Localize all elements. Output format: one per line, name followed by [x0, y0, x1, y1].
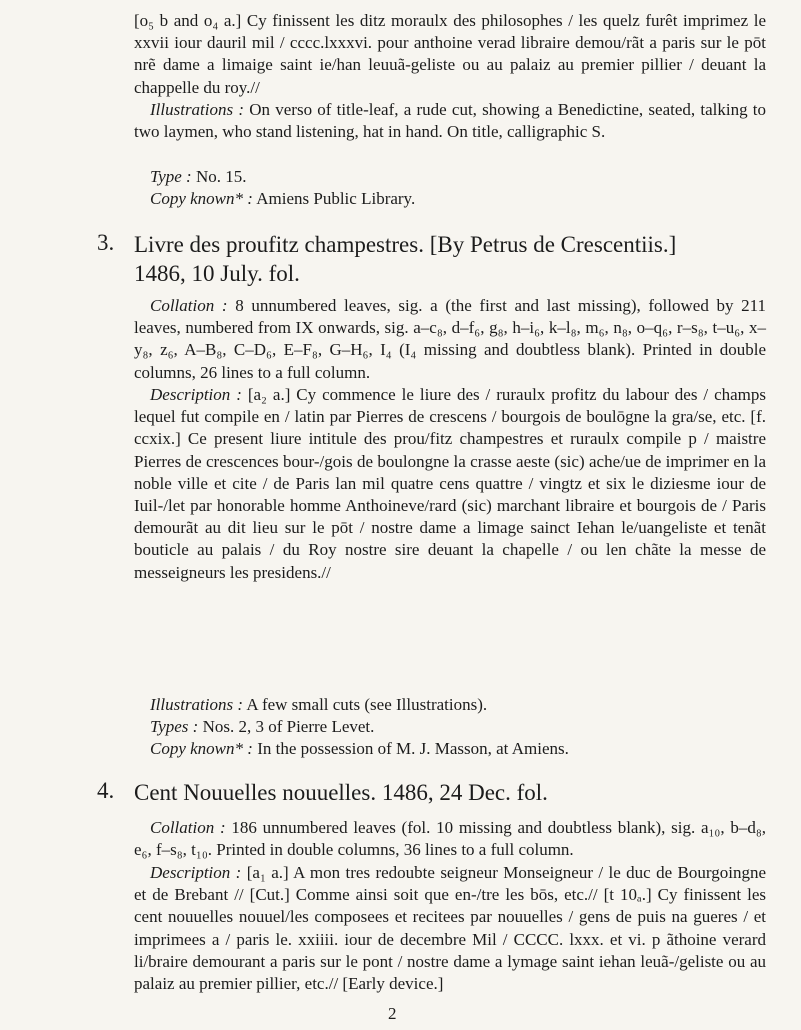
entry-heading: Livre des proufitz champestres. [By Petrus de Crescentiis.] 1486, 10 July. fol.	[134, 232, 677, 286]
intro-copy-known: Copy known* : Amiens Public Library.	[150, 189, 416, 208]
entry-description: Description : [a₁ a.] A mon tres redoubte seigneur Monseigneur / le duc de Bourgoingne et de Brebant // [Cut.] Comme ainsi soit que en-/tre les bōs, etc.// [t 10ₐ.] Cy finissent les cent nouuelles nouuel/les composees et recitees par nouuelles / gens de puis na gueres / et imprimees a / paris le. xxiiii. iour de decembre Mil / CCCC. lxxx. et vi. p ãthoine verard li/braire demourant a paris sur le pont / nostre dame a lymage saint iehan leuã-/geliste ou au palaiz au premier pillier, etc.// [Early device.]	[134, 863, 767, 994]
intro-illustrations: Illustrations : On verso of title-leaf, a rude cut, showing a Benedictine, seated, talking to two laymen, who stand listening, hat in hand. On title, calligraphic S.	[134, 100, 767, 142]
intro-description: [o₅ b and o₄ a.] Cy finissent les ditz moraulx des philosophes / les quelz furêt imprimez le xxvii iour dauril mil / cccc.lxxxvi. pour anthoine verad libraire demou/rãt a paris sur le pōt nrẽ dame a limaige saint ie/han leuuã-geliste ou au palaiz au premier pillier / deuant la chappelle du roy.//	[134, 11, 766, 97]
entry-illustrations: Illustrations : A few small cuts (see Illustrations).	[150, 695, 488, 714]
intro-type: Type : No. 15.	[150, 167, 247, 186]
entry-collation: Collation : 8 unnumbered leaves, sig. a (the first and last missing), followed by 211 leaves, numbered from IX onwards, sig. a–c₈, d–f₆, g₈, h–i₆, k–l₈, m₆, n₈, o–q₆, r–s₈, t–u₆, x–y₈, z₆, A–B₈, C–D₆, E–F₈, G–H₆, I₄ (I₄ missing and doubtless blank). Printed in double columns, 26 lines to a full column.	[134, 296, 766, 382]
page-number: 2	[388, 1004, 397, 1023]
entry-heading: Cent Nouuelles nouuelles. 1486, 24 Dec. fol.	[134, 780, 548, 805]
entry-types: Types : Nos. 2, 3 of Pierre Levet.	[150, 717, 375, 736]
entry-copy-known: Copy known* : In the possession of M. J. Masson, at Amiens.	[150, 739, 569, 758]
entry-number: 4.	[97, 778, 115, 803]
entry-description: Description : [a₂ a.] Cy commence le liure des / ruraulx profitz du labour des / champs lequel fut compile en / latin par Pierres de crescens / bourgois de boulōgne la gra/se, etc. [f. ccxix.] Ce present liure intitule des prou/fitz champestres et ruraulx compile p / maistre Pierres de crescences bour-/gois de boulongne la crasse aeste (sic) ache/ue de imprimer en la noble ville et cite / de Paris lan mil quatre cens quattre / vingtz et six le diziesme iour de Iuil-/let par honorable homme Anthoineve/rard (sic) marchant libraire et bourgois de / Paris demourãt au dit lieu sur le pōt / nostre dame a limage sainct Iehan le/uangeliste et tenãt bouticle au palais / du Roy nostre sire deuant la chapelle / ou len chãte la messe de messeigneurs les presidens.//	[134, 385, 767, 582]
entry-collation: Collation : 186 unnumbered leaves (fol. 10 missing and doubtless blank), sig. a₁₀, b–d₈, e₆, f–s₈, t₁₀. Printed in double columns, 36 lines to a full column.	[134, 818, 767, 860]
entry-number: 3.	[97, 230, 115, 255]
